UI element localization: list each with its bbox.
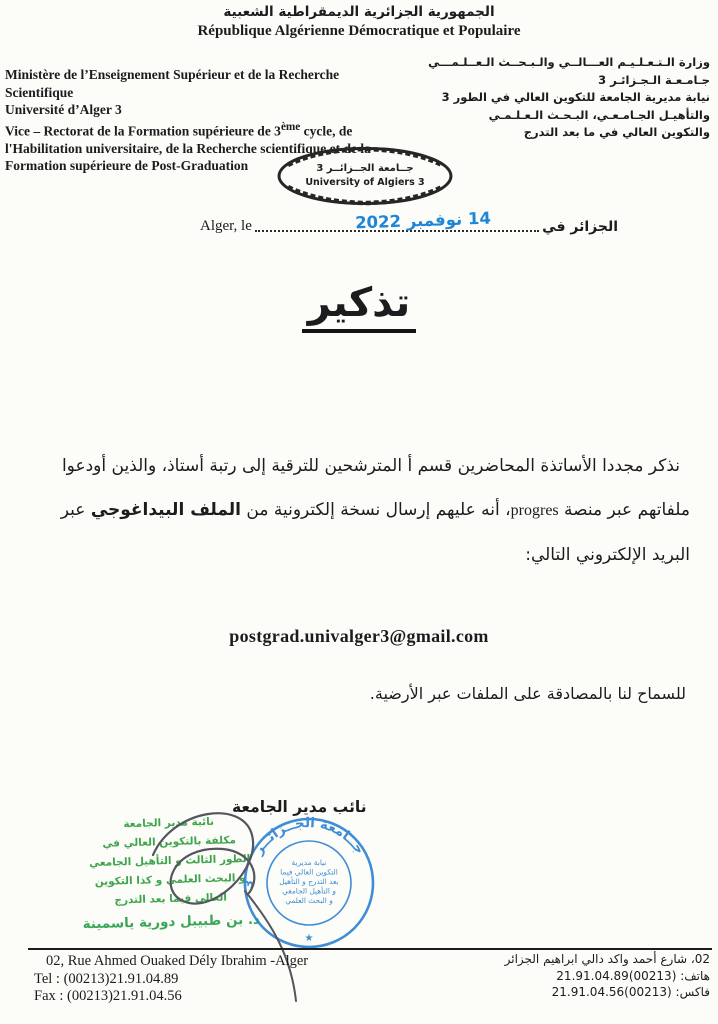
ministry-line-2: Scientifique (5, 84, 74, 100)
dateline-french-label: Alger, le (200, 218, 252, 234)
body-segment-3: عبر البريد الإلكتروني التالي: (60, 500, 690, 565)
footer-divider (28, 948, 712, 950)
ministry-ar-line-2: جـامـعـة الـجـزائـر 3 (598, 72, 710, 87)
green-stamp-line-1: نائبة مدير الجامعة (123, 815, 215, 831)
logo-name-english: University of Algiers 3 (305, 177, 425, 188)
habilitation-line: l'Habilitation universitaire, de la Recherche scientifique et de la (5, 140, 371, 156)
cycle-text: cycle, de (300, 123, 353, 138)
footer-tel-fr: Tel : (00213)21.91.04.89 (34, 970, 179, 987)
body-paragraph (28, 444, 690, 577)
footer-address-ar: 02، شارع أحمد واكد دالي ابراهيم الجزائر (504, 952, 710, 966)
signatory-title: نائب مدير الجامعة (232, 798, 367, 816)
round-stamp (239, 813, 379, 953)
university-line: Université d’Alger 3 (5, 102, 122, 117)
sender-block-arabic (410, 54, 710, 142)
green-stamp-line-2: مكلفة بالتكوين العالي في (102, 834, 237, 850)
republic-title-french: République Algérienne Démocratique et Populaire (197, 23, 521, 39)
stamp-inner-line-2: التكوين العالي فيما (280, 867, 338, 877)
ordinal-sup: ème (280, 120, 301, 133)
progres-platform-text: progres (510, 502, 559, 519)
stamp-inner-line-4: و التأهيل الجامعي (282, 886, 336, 896)
closing-line: للسماح لنا بالمصادقة على الملفات عبر الأرضية. (369, 684, 686, 703)
vice-rectorat-line (5, 119, 413, 140)
stamp-star: ★ (304, 933, 314, 944)
stamp-number: 3 (241, 878, 257, 890)
green-stamp-line-3: الطور الثالث و التأهيل الجامعي (88, 852, 251, 870)
vice-rectorat-text: Vice – Rectorat de la Formation supérieure de 3 (5, 123, 281, 138)
ministry-ar-line-4: والتأهيـل الجـامـعـي، البـحـث الـعـلـمـي (488, 107, 710, 122)
laurel-wreath-bottom (288, 187, 442, 203)
republic-title-arabic: الجمهورية الجزائرية الديمقراطية الشعبية (223, 4, 495, 20)
logo-name-arabic: جــامعة الجــزائــر 3 (316, 163, 414, 174)
green-stamp-line-4: و البحث العلمي و كذا التكوين (94, 872, 246, 888)
footer-fax-ar: فاكس: (00213)21.91.04.56 (551, 985, 710, 999)
stamp-inner-line-5: و البحث العلمي (285, 896, 333, 905)
footer-french (34, 953, 308, 1006)
body-segment-2: ، أنه عليهم إرسال نسخة إلكترونية من (240, 500, 511, 520)
footer-tel-ar: هاتف: (00213)21.91.04.89 (556, 968, 710, 983)
stamp-inner-line-3: بعد التدرج و التأهيل (279, 877, 339, 886)
ministry-ar-line-1: وزارة الـتـعـلـيـم العـــالــي والـبـحــث الـعــلـمـــي (428, 55, 710, 69)
body-segment-1: نذكر مجددا الأساتذة المحاضرين قسم أ المترشحين للترقية إلى رتبة أستاذ، والذين أودعوا ملفاتهم عبر منصة (61, 456, 690, 520)
footer-arabic (505, 951, 710, 1001)
green-stamp-line-5: العالي فيما بعد التدرج (114, 891, 228, 907)
university-logo (276, 146, 454, 206)
document-title: تذكير (302, 280, 417, 333)
stamp-inner-line-1: نيابة مديرية (291, 858, 327, 867)
stamp-ring-text: جــامعة الجــزائــر (250, 814, 368, 858)
postgraduation-line: Formation supérieure de Post-Graduation (5, 158, 249, 173)
contact-email: postgrad.univalger3@gmail.com (229, 626, 489, 646)
ministry-line-1: Ministère de l’Enseignement Supérieur et de la Recherche (5, 67, 340, 82)
ministry-ar-line-3: نيابة مديرية الجامعة للتكوين العالي في الطور 3 (441, 90, 710, 104)
footer-address-fr: 02, Rue Ahmed Ouaked Dély Ibrahim -Alger (46, 953, 309, 969)
signatory-name: د. بن طبيبل دورية ياسمينة (82, 911, 261, 933)
pedagogical-file-bold: الملف البيداغوجي (90, 500, 241, 520)
date-stamp: 14 نوفمبر 2022 (354, 208, 492, 233)
ministry-ar-line-5: والتكوين العالي في ما بعد التدرج (523, 125, 710, 139)
dateline-arabic-label: الجزائر في (542, 219, 618, 235)
title-row (0, 280, 718, 333)
svg-text:جــامعة الجــزائــر (250, 815, 368, 858)
footer-fax-fr: Fax : (00213)21.91.04.56 (34, 988, 182, 1004)
